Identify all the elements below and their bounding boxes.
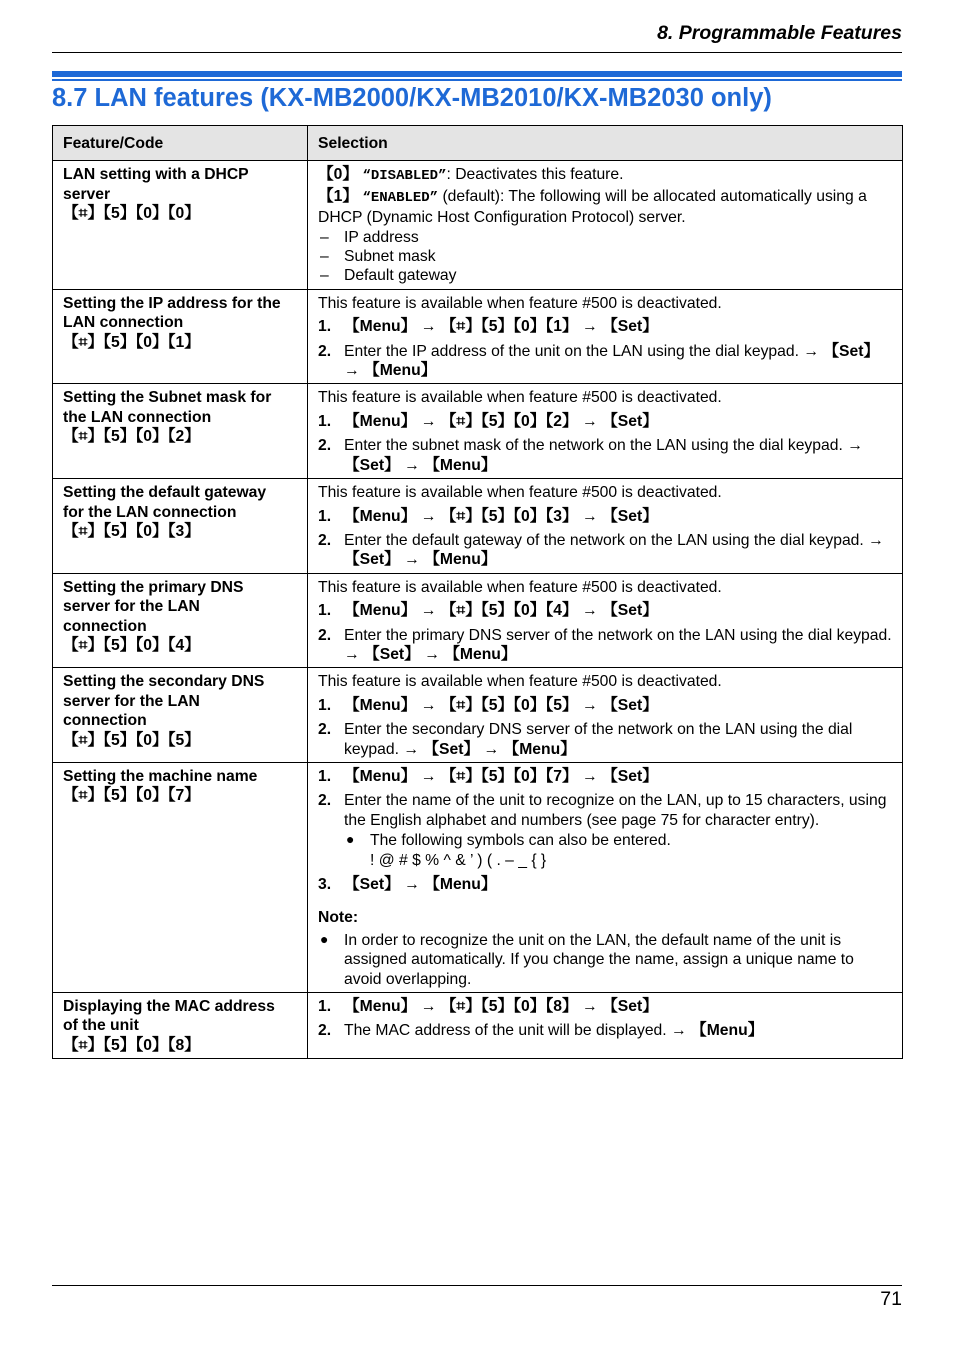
step-item: 1. 【Menu】 → 【⌗】【5】【0】【1】 → 【Set】 — [318, 318, 658, 336]
step-item: 1. 【Menu】 → 【⌗】【5】【0】【8】 → 【Set】 — [318, 998, 658, 1016]
feature-code: 【⌗】【5】【0】【3】 — [63, 522, 200, 540]
step-keys: 【Menu】 → 【⌗】【5】【0】【2】 → 【Set】 — [344, 412, 658, 430]
table-row — [53, 289, 903, 384]
feature-code: 【⌗】【5】【0】【7】 — [63, 787, 200, 805]
step-item: 2. Enter the primary DNS server of the network on the LAN using the dial keypad. → 【Set】 → 【Menu】 — [318, 626, 892, 663]
step-keys: 【Menu】 → 【⌗】【5】【0】【3】 → 【Set】 — [344, 507, 658, 525]
feature-name: Setting the primary DNS — [63, 578, 244, 596]
feature-cell — [53, 289, 308, 384]
list-item: – IP address — [320, 228, 419, 246]
step-item: 3. 【Set】 → 【Menu】 — [318, 876, 497, 893]
lan-features-table — [52, 125, 903, 1059]
intro-text: This feature is available when feature #500 is deactivated. — [318, 484, 722, 502]
step-item: 2. The MAC address of the unit will be displayed. → 【Menu】 — [318, 1022, 764, 1040]
steps-list — [318, 412, 892, 475]
selection-cell — [308, 161, 903, 289]
title-bar-thick — [52, 71, 902, 77]
selection-cell — [308, 384, 903, 479]
feature-name: server — [63, 185, 111, 203]
step-keys: 【Menu】 → 【⌗】【5】【0】【1】 → 【Set】 — [344, 318, 658, 336]
step-item: 2. Enter the IP address of the unit on the LAN using the dial keypad. → 【Set】 → 【Menu】 — [318, 342, 880, 380]
feature-name: server for the LAN — [63, 692, 200, 710]
step-keys: 【Menu】 → 【⌗】【5】【0】【7】 → 【Set】 — [344, 767, 658, 785]
table-row — [53, 573, 903, 668]
intro-text: This feature is available when feature #500 is deactivated. — [318, 578, 722, 596]
step-text: Enter the subnet mask of the network on the LAN using the dial keypad. — [344, 437, 843, 455]
title-bar-thin — [52, 79, 902, 81]
step-keys: 【Menu】 → 【⌗】【5】【0】【5】 → 【Set】 — [344, 696, 658, 714]
table-row — [53, 668, 903, 763]
steps-list — [318, 997, 892, 1041]
step-text: Enter the IP address of the unit on the LAN using the dial keypad. — [344, 342, 799, 360]
feature-cell — [53, 479, 308, 574]
option-text: (default): The following will be allocated automatically using a DHCP (Dynamic Host Configuration Protocol) server. — [318, 187, 867, 227]
feature-cell — [53, 993, 308, 1059]
feature-code: 【⌗】【5】【0】【5】 — [63, 731, 200, 749]
selection-cell — [308, 479, 903, 574]
feature-name: Setting the secondary DNS — [63, 673, 265, 691]
step-item: 1. 【Menu】 → 【⌗】【5】【0】【3】 → 【Set】 — [318, 507, 658, 525]
feature-name: server for the LAN — [63, 598, 200, 616]
feature-name: Setting the Subnet mask for — [63, 389, 272, 407]
feature-cell — [53, 668, 308, 763]
footer-rule — [52, 1285, 902, 1286]
feature-name: Setting the default gateway — [63, 484, 267, 502]
option-mode: “ENABLED” — [362, 189, 439, 206]
intro-text: This feature is available when feature #500 is deactivated. — [318, 673, 722, 691]
selection-cell — [308, 993, 903, 1059]
feature-name: the LAN connection — [63, 408, 212, 426]
section-title: 8.7 LAN features (KX-MB2000/KX-MB2010/KX-MB2030 only) — [52, 84, 772, 112]
step-item: 1. 【Menu】 → 【⌗】【5】【0】【5】 → 【Set】 — [318, 696, 658, 714]
option-mode: “DISABLED” — [362, 168, 447, 185]
option-key: 【0】 — [318, 166, 359, 184]
step-item: 1. 【Menu】 → 【⌗】【5】【0】【7】 → 【Set】 — [318, 767, 658, 785]
feature-name: LAN connection — [63, 314, 184, 332]
feature-name: of the unit — [63, 1017, 139, 1035]
feature-code: 【⌗】【5】【0】【0】 — [63, 205, 200, 223]
table-row — [53, 993, 903, 1059]
header-rule — [52, 52, 902, 53]
feature-cell — [53, 384, 308, 479]
feature-cell — [53, 762, 308, 992]
page-number: 71 — [880, 1288, 902, 1310]
step-keys: → 【Set】 → 【Menu】 — [344, 342, 880, 380]
option-disabled — [318, 165, 892, 186]
table-header-row — [53, 126, 903, 161]
step-item: 2. Enter the subnet mask of the network on the LAN using the dial keypad. → 【Set】 → 【Menu】 — [318, 437, 863, 474]
steps-list — [318, 767, 892, 894]
list-item: – Default gateway — [320, 267, 457, 285]
step-text: The MAC address of the unit will be displayed. — [344, 1022, 667, 1040]
feature-name: connection — [63, 617, 147, 635]
feature-name: connection — [63, 712, 147, 730]
steps-list — [318, 317, 892, 380]
steps-list — [318, 696, 892, 759]
step-item: 1. 【Menu】 → 【⌗】【5】【0】【2】 → 【Set】 — [318, 412, 658, 430]
selection-cell — [308, 668, 903, 763]
steps-list — [318, 507, 892, 570]
list-item: – Subnet mask — [320, 248, 436, 266]
table-row — [53, 161, 903, 289]
feature-code: 【⌗】【5】【0】【1】 — [63, 333, 200, 351]
feature-name: Displaying the MAC address — [63, 998, 275, 1016]
table-row — [53, 384, 903, 479]
option-enabled — [318, 187, 892, 228]
step-text: Enter the primary DNS server of the network on the LAN using the dial keypad. — [344, 626, 892, 644]
option-key: 【1】 — [318, 187, 359, 205]
step-keys: 【Menu】 → 【⌗】【5】【0】【8】 → 【Set】 — [344, 998, 658, 1016]
step-keys: 【Menu】 → 【⌗】【5】【0】【4】 → 【Set】 — [344, 602, 658, 620]
step-item: 2. Enter the name of the unit to recognize on the LAN, up to 15 characters, using the English alphabet and numbers (see page 75 for character entry). ● The following symbols can also be entered. ! @ # $ % ^ & ’ ) ( . – _ { } — [318, 791, 892, 870]
running-header: 8. Programmable Features — [657, 22, 902, 44]
feature-name: LAN setting with a DHCP — [63, 166, 249, 184]
step-keys: → 【Set】 → 【Menu】 — [403, 740, 576, 758]
feature-cell — [53, 573, 308, 668]
column-header-feature: Feature/Code — [53, 126, 308, 161]
feature-name: for the LAN connection — [63, 503, 237, 521]
feature-name: Setting the machine name — [63, 767, 258, 785]
feature-code: 【⌗】【5】【0】【2】 — [63, 428, 200, 446]
intro-text: This feature is available when feature #500 is deactivated. — [318, 294, 722, 312]
steps-list — [318, 601, 892, 664]
step-text: Enter the secondary DNS server of the network on the LAN using the dial keypad. — [344, 721, 853, 758]
step-item: 1. 【Menu】 → 【⌗】【5】【0】【4】 → 【Set】 — [318, 602, 658, 620]
option-text: : Deactivates this feature. — [446, 166, 624, 184]
step-text: Enter the name of the unit to recognize on the LAN, up to 15 characters, using the English alphabet and numbers (see page 75 for character entry). — [344, 792, 887, 829]
table-row — [53, 762, 903, 992]
step-item: 2. Enter the default gateway of the network on the LAN using the dial keypad. → 【Set】 → 【Menu】 — [318, 531, 884, 569]
step-keys: → 【Menu】 — [671, 1022, 764, 1040]
feature-name: Setting the IP address for the — [63, 294, 281, 312]
note-bullet: ● In order to recognize the unit on the LAN, the default name of the unit is assigned automatically. If you change the name, assign a unique name to avoid overlapping. — [320, 930, 854, 988]
feature-code: 【⌗】【5】【0】【4】 — [63, 636, 200, 654]
step-keys: → 【Set】 → 【Menu】 — [344, 437, 863, 474]
selection-cell — [308, 762, 903, 992]
step-item: 2. Enter the secondary DNS server of the network on the LAN using the dial keypad. → 【Set】 → 【Menu】 — [318, 721, 853, 758]
symbols-bullet: ● The following symbols can also be entered. ! @ # $ % ^ & ’ ) ( . – _ { } — [346, 831, 671, 869]
feature-code: 【⌗】【5】【0】【8】 — [63, 1036, 200, 1054]
step-text: Enter the default gateway of the network on the LAN using the dial keypad. — [344, 531, 864, 549]
column-header-selection: Selection — [308, 126, 903, 161]
selection-cell — [308, 573, 903, 668]
feature-cell — [53, 161, 308, 289]
symbols-list: ! @ # $ % ^ & ’ ) ( . – _ { } — [370, 851, 547, 869]
step-keys: → 【Set】 → 【Menu】 — [344, 645, 517, 663]
note-text: In order to recognize the unit on the LAN, the default name of the unit is assigned automatically. If you change the name, assign a unique name to avoid overlapping. — [344, 931, 854, 988]
step-keys: → 【Set】 → 【Menu】 — [344, 531, 884, 569]
note-heading: Note: — [318, 909, 359, 927]
intro-text: This feature is available when feature #500 is deactivated. — [318, 389, 722, 407]
step-keys: 【Set】 → 【Menu】 — [344, 876, 497, 893]
table-row — [53, 479, 903, 574]
selection-cell — [308, 289, 903, 384]
